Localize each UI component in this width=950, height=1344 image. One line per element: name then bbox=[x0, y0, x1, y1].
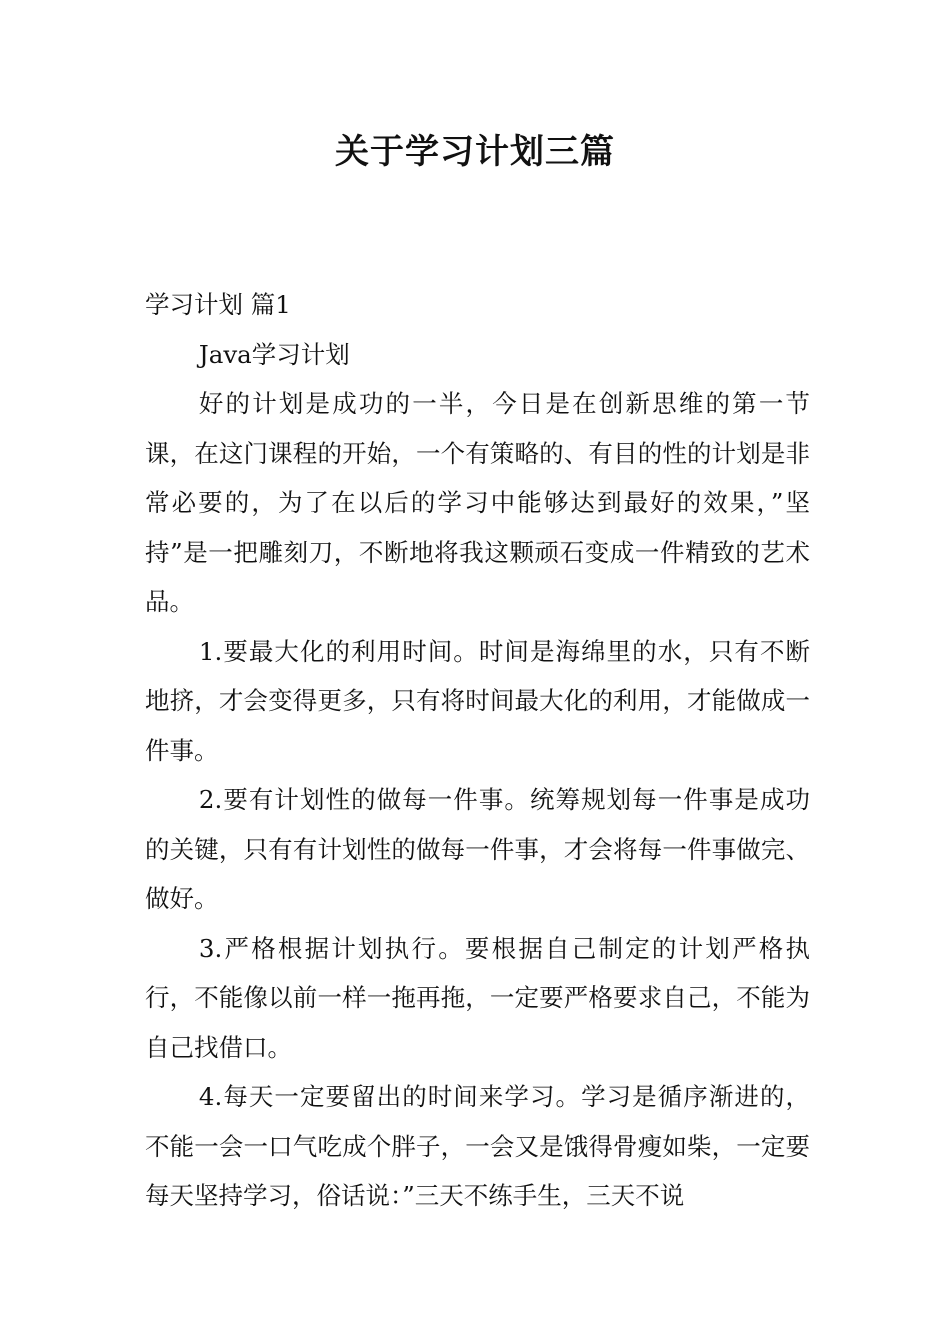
subtitle: Java学习计划 bbox=[198, 339, 350, 369]
paragraph-item-2: 2.要有计划性的做每一件事。统筹规划每一件事是成功的关键，只有有计划性的做每一件事，才会将每一件事做完、做好。 bbox=[145, 785, 810, 913]
paragraph-item-1: 1.要最大化的利用时间。时间是海绵里的水，只有不断地挤，才会变得更多，只有将时间最大化的利用，才能做成一件事。 bbox=[145, 636, 810, 765]
paragraph-item-4: 4.每天一定要留出的时间来学习。学习是循序渐进的，不能一会一口气吃成个胖子，一会又是饿得骨瘦如柴，一定要每天坚持学习，俗话说：”三天不练手生，三天不说 bbox=[145, 1082, 810, 1210]
document-title: 关于学习计划三篇 bbox=[335, 132, 615, 172]
paragraph-intro: 好的计划是成功的一半，今日是在创新思维的第一节课，在这门课程的开始，一个有策略的、有目的性的计划是非常必要的，为了在以后的学习中能够达到最好的效果，”坚持”是一把雕刻刀，不断地将我这颗顽石变成一件精致的艺术品。 bbox=[145, 389, 810, 616]
document-body bbox=[145, 280, 810, 1221]
section-heading: 学习计划 篇1 bbox=[145, 290, 291, 319]
paragraph-item-3: 3.严格根据计划执行。要根据自己制定的计划严格执行，不能像以前一样一拖再拖，一定要严格要求自己，不能为自己找借口。 bbox=[145, 933, 810, 1062]
